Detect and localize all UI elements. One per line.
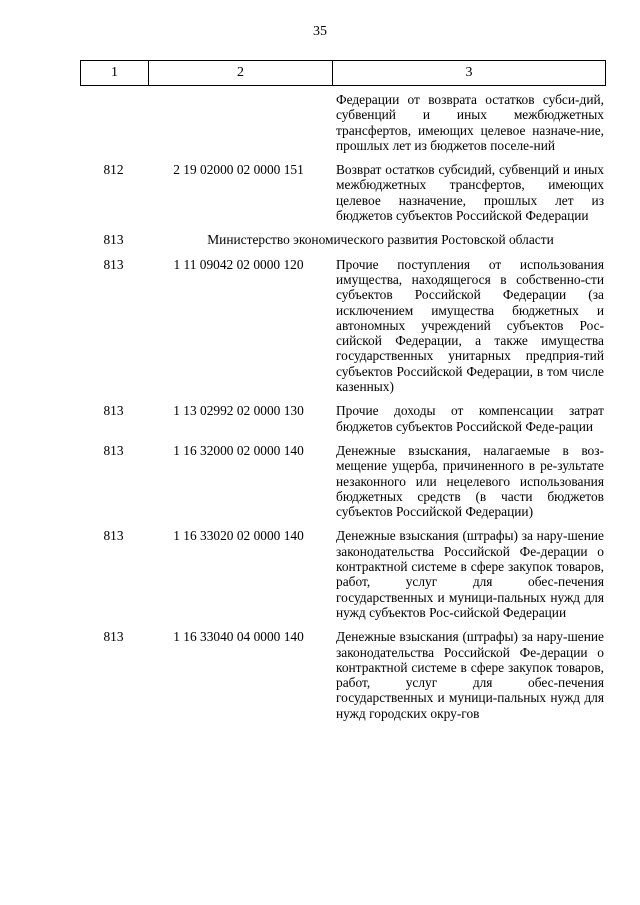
admin-code: 813 bbox=[103, 629, 124, 645]
kbk-code bbox=[147, 92, 330, 153]
table-header-row bbox=[80, 60, 606, 86]
table-row bbox=[80, 257, 606, 395]
header-col-2: 2 bbox=[149, 61, 333, 85]
revenue-description: Возврат остатков субсидий, субвенций и иных межбюджетных трансфертов, имеющих целевое назначение, прошлых лет из бюджетов субъектов Российской Федерации bbox=[336, 162, 604, 224]
admin-code: 813 bbox=[103, 528, 124, 544]
revenue-description: Денежные взыскания, налагаемые в воз-мещение ущерба, причиненного в ре-зультате незаконного или нецелевого использования бюджетных средств (в части бюджетов субъектов Российской Федерации) bbox=[336, 442, 604, 520]
kbk-code: 2 19 02000 02 0000 151 bbox=[173, 162, 304, 178]
table-body bbox=[80, 92, 606, 721]
kbk-code: 1 13 02992 02 0000 130 bbox=[173, 403, 304, 419]
admin-code: 813 bbox=[103, 442, 124, 458]
section-heading-row bbox=[80, 232, 606, 247]
table-row bbox=[80, 528, 606, 620]
table-row bbox=[80, 443, 606, 519]
table-row bbox=[80, 92, 606, 153]
revenue-description: Денежные взыскания (штрафы) за нару-шение законодательства Российской Фе-дерации о контрактной системе в сфере закупок товаров, работ, услуг для обес-печения государственных и муници-пальных нужд для нужд субъектов Рос-сийской Федерации bbox=[336, 528, 604, 620]
page-number: 35 bbox=[313, 24, 327, 39]
revenue-description: Федерации от возврата остатков субси-дий, субвенций и иных межбюджетных трансфертов, имеющих целевое назначе-ние, прошлых лет из бюджетов поселе-ний bbox=[336, 92, 604, 153]
table-row bbox=[80, 403, 606, 434]
kbk-code: 1 16 33040 04 0000 140 bbox=[173, 629, 304, 645]
admin-code: 813 bbox=[103, 232, 124, 248]
admin-code: 813 bbox=[103, 403, 124, 419]
admin-code: 812 bbox=[103, 162, 124, 178]
header-col-1: 1 bbox=[81, 61, 149, 85]
kbk-code: 1 16 33020 02 0000 140 bbox=[173, 528, 304, 544]
table-row bbox=[80, 162, 606, 223]
header-col-3: 3 bbox=[465, 65, 473, 80]
administrator-name: Министерство экономического развития Ростовской области bbox=[207, 232, 554, 248]
admin-code bbox=[80, 92, 147, 153]
kbk-code: 1 11 09042 02 0000 120 bbox=[173, 256, 304, 272]
revenue-description: Денежные взыскания (штрафы) за нару-шение законодательства Российской Фе-дерации о контрактной системе в сфере закупок товаров, работ, услуг для обес-печения государственных и муници-пальных нужд для нужд городских окру-гов bbox=[336, 629, 604, 721]
revenue-codes-table bbox=[80, 60, 606, 730]
table-row bbox=[80, 629, 606, 721]
admin-code: 813 bbox=[103, 256, 124, 272]
revenue-description: Прочие поступления от использования имущества, находящегося в собственно-сти субъектов Российской Федерации (за исключением имущества бюджетных и автономных учреждений субъектов Рос-сийской Федерации, а также имущества государственных унитарных предприя-тий субъектов Российской Федерации, в том числе казенных) bbox=[336, 256, 604, 395]
kbk-code: 1 16 32000 02 0000 140 bbox=[173, 442, 304, 458]
revenue-description: Прочие доходы от компенсации затрат бюджетов субъектов Российской Феде-рации bbox=[336, 403, 604, 434]
